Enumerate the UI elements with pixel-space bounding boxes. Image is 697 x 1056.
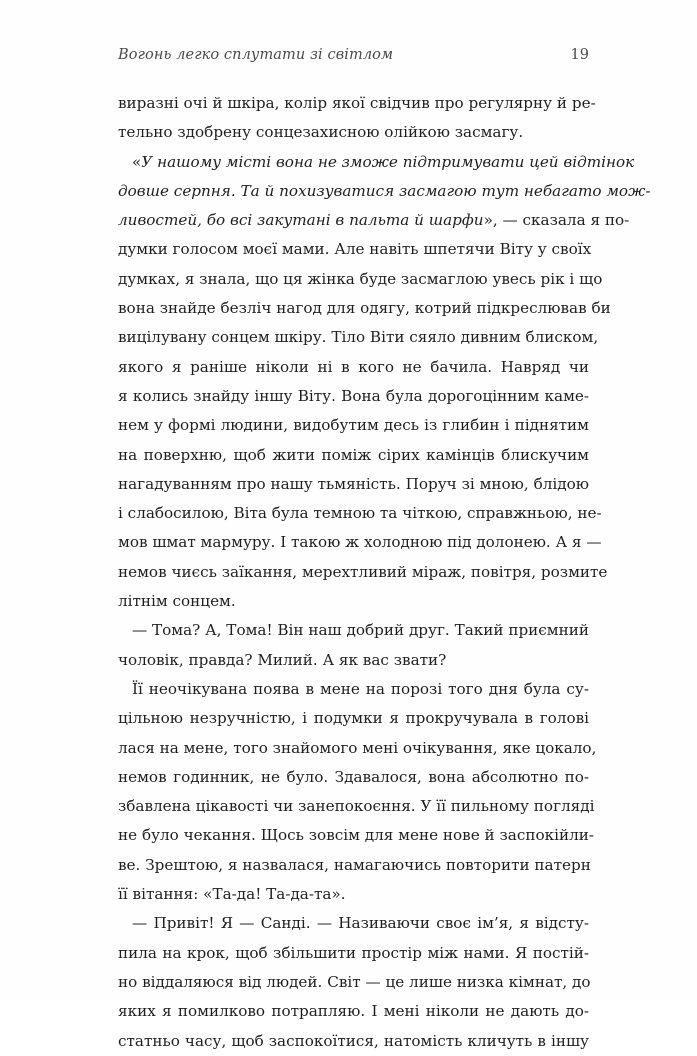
text-run: яких я помилково потрапляю. І мені ніколи не дають до- bbox=[118, 1002, 589, 1021]
text-line bbox=[118, 792, 595, 821]
text-run: статньо часу, щоб заспокоїтися, натомість кличуть в іншу bbox=[118, 1031, 589, 1050]
text-run: ве. Зрештою, я назвалася, намагаючись повторити патерн bbox=[118, 855, 591, 874]
text-run: пила на крок, щоб збільшити простір між нами. Я постій- bbox=[118, 943, 589, 962]
text-run: лася на мене, того знайомого мені очікування, яке цокало, bbox=[118, 738, 597, 757]
text-line bbox=[118, 89, 596, 118]
text-run: немов годинник, не було. Здавалося, вона абсолютно по- bbox=[118, 767, 589, 786]
text-line bbox=[118, 851, 589, 880]
text-line bbox=[118, 909, 589, 938]
text-line bbox=[118, 441, 589, 470]
text-line bbox=[118, 528, 602, 557]
text-run: — Привіт! Я — Санді. — Називаючи своє ім’я, я відсту- bbox=[132, 914, 589, 933]
text-run: чоловік, правда? Милий. А як вас звати? bbox=[118, 650, 447, 669]
text-run: Її неочікувана поява в мене на порозі того дня була су- bbox=[132, 679, 589, 698]
italic-text-run: довше серпня. Та й похизуватися засмагою тут небагато мож- bbox=[118, 181, 651, 200]
text-line bbox=[118, 821, 594, 850]
text-run: вицілувану сонцем шкіру. Тіло Віти сяяло дивним блиском, bbox=[118, 328, 599, 347]
text-line bbox=[118, 323, 599, 352]
text-run: і слабосилою, Віта була темною та чіткою, справжньою, не- bbox=[118, 504, 602, 523]
text-run: нагадуванням про нашу тьмяність. Поруч зі мною, блідою bbox=[118, 474, 589, 493]
text-run: », — сказала я по- bbox=[483, 211, 630, 230]
page-number: 19 bbox=[570, 47, 589, 63]
text-run: я колись знайду іншу Віту. Вона була дорогоцінним каме- bbox=[118, 386, 589, 405]
text-line bbox=[118, 558, 608, 587]
text-line bbox=[118, 1027, 589, 1056]
text-run: цільною незручністю, і подумки я прокручувала в голові bbox=[118, 709, 589, 728]
text-line bbox=[118, 265, 603, 294]
text-run: вона знайде безліч нагод для одягу, котрий підкреслював би bbox=[118, 299, 611, 318]
text-run: якого я раніше ніколи ні в кого не бачила. Навряд чи bbox=[118, 357, 589, 376]
italic-text-run: У нашому місті вона не зможе підтримувати цей відтінок bbox=[141, 152, 635, 171]
text-run: на поверхню, щоб жити поміж сірих камінців блискучим bbox=[118, 445, 589, 464]
text-line bbox=[118, 734, 597, 763]
text-line bbox=[118, 294, 611, 323]
text-run: тельно здобрену сонцезахисною олійкою засмагу. bbox=[118, 123, 524, 142]
text-line bbox=[118, 148, 635, 177]
text-line bbox=[118, 411, 589, 440]
text-run: нем у формі людини, видобутим десь із глибин і піднятим bbox=[118, 416, 589, 435]
text-line bbox=[118, 118, 589, 147]
text-line bbox=[118, 880, 589, 909]
text-line bbox=[118, 675, 589, 704]
text-line bbox=[118, 499, 602, 528]
italic-text-run: ливостей, бо всі закутані в пальта й шарфи bbox=[118, 211, 484, 230]
text-line bbox=[118, 206, 630, 235]
text-run: « bbox=[132, 152, 142, 171]
text-line bbox=[118, 997, 589, 1026]
text-line bbox=[118, 763, 589, 792]
text-line bbox=[118, 470, 589, 499]
text-line bbox=[118, 939, 589, 968]
text-run: літнім сонцем. bbox=[118, 592, 236, 611]
text-line bbox=[118, 968, 589, 997]
text-line bbox=[118, 587, 589, 616]
text-run: — Тома? А, Тома! Він наш добрий друг. Такий приємний bbox=[132, 621, 589, 640]
text-run: не було чекання. Щось зовсім для мене нове й заспокійли- bbox=[118, 826, 594, 845]
text-line bbox=[118, 646, 589, 675]
text-line bbox=[118, 177, 651, 206]
text-run: збавлена цікавості чи занепокоєння. У її пильному погляді bbox=[118, 797, 595, 816]
text-line bbox=[118, 353, 589, 382]
running-head-title: Вогонь легко сплутати зі світлом bbox=[118, 47, 394, 63]
text-run: думках, я знала, що ця жінка буде засмаглою увесь рік і що bbox=[118, 269, 603, 288]
body-text bbox=[118, 89, 651, 1056]
text-run: її вітання: «Та-да! Та-да-та». bbox=[118, 885, 346, 904]
text-line bbox=[118, 704, 589, 733]
text-run: немов чиєсь заїкання, мерехтливий міраж, повітря, розмите bbox=[118, 562, 608, 581]
text-run: мов шмат мармуру. І такою ж холодною під долонею. А я — bbox=[118, 533, 602, 552]
text-line bbox=[118, 235, 592, 264]
text-run: виразні очі й шкіра, колір якої свідчив про регулярну й ре- bbox=[118, 94, 596, 112]
text-line bbox=[118, 382, 589, 411]
text-line bbox=[118, 616, 589, 645]
text-run: но віддаляюся від людей. Світ — це лише низка кімнат, до bbox=[118, 972, 591, 991]
text-run: думки голосом моєї мами. Але навіть шпетячи Віту у своїх bbox=[118, 240, 592, 259]
